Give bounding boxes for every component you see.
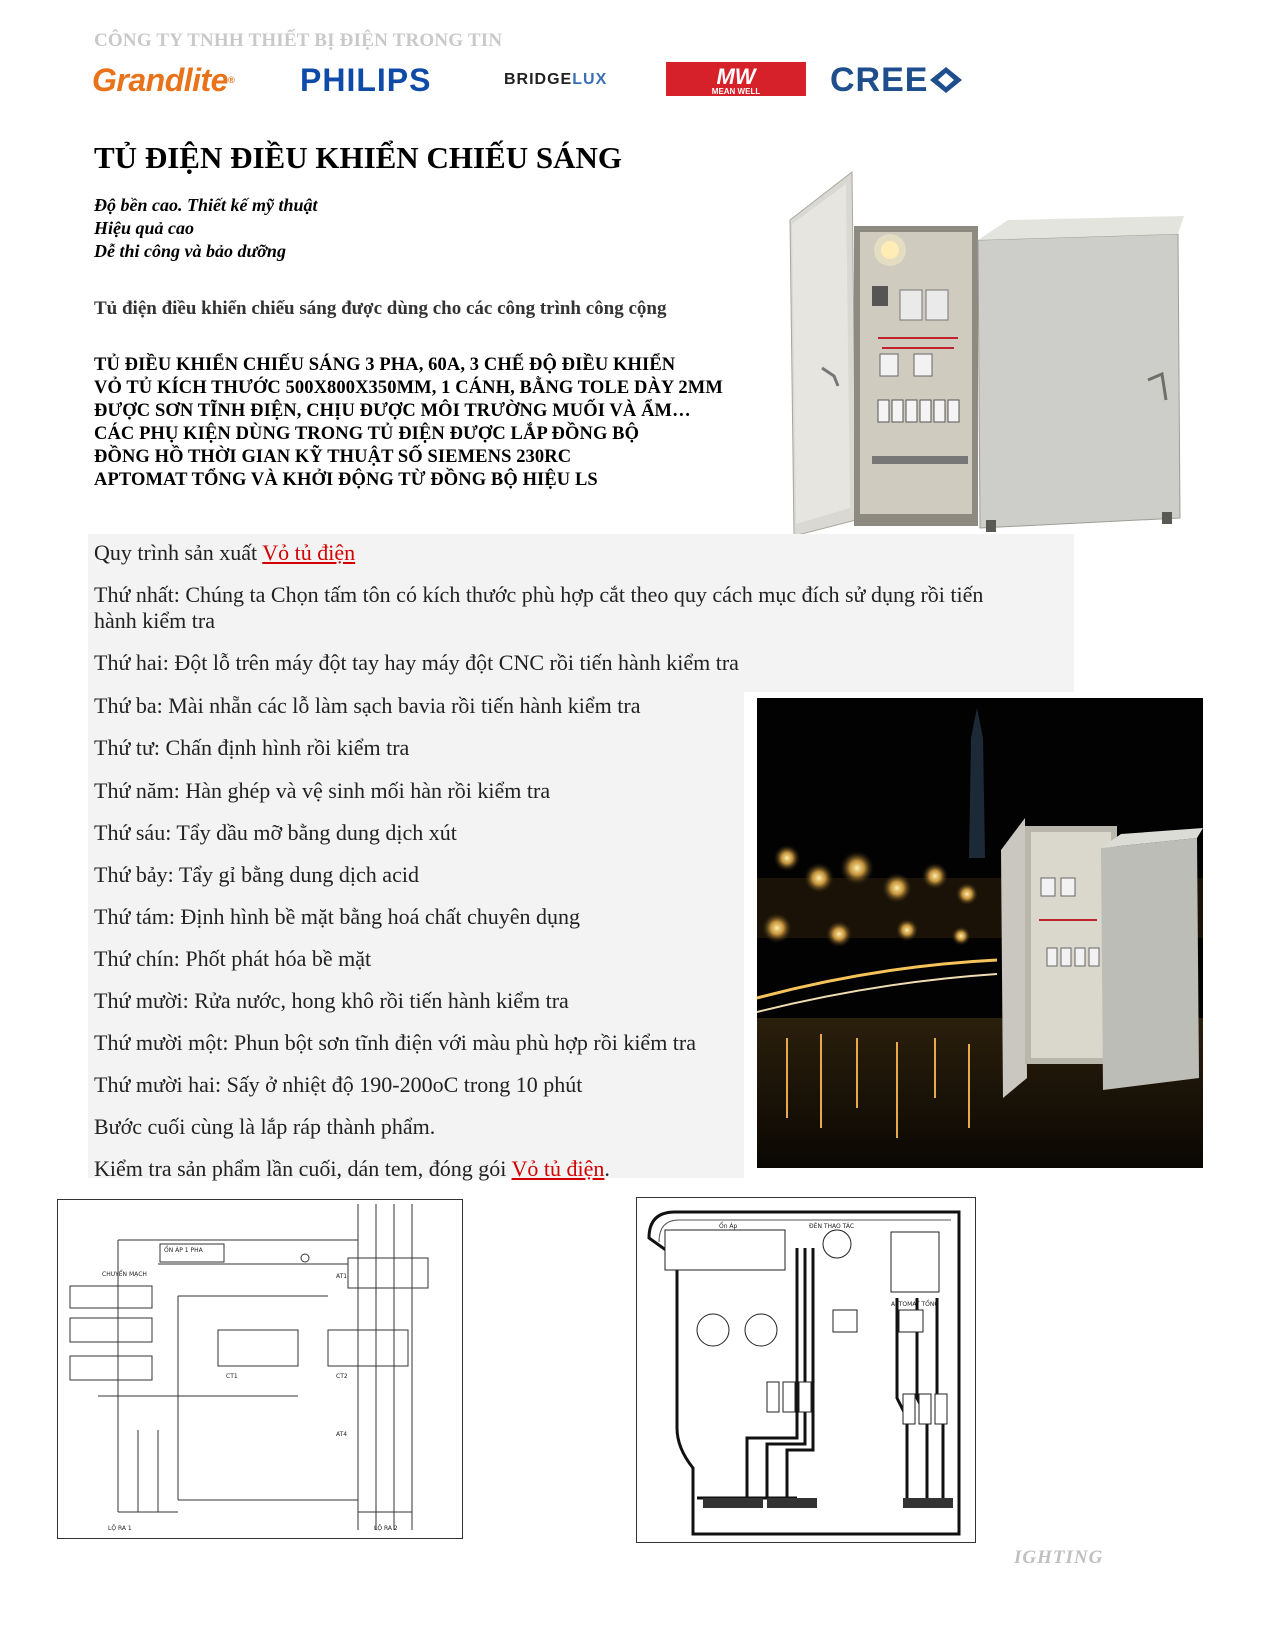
process-step-3: Thứ ba: Mài nhẵn các lỗ làm sạch bavia rồi tiến hành kiểm tra — [94, 693, 641, 718]
diagram-label-lo-ra-2: LỘ RA 2 — [374, 1525, 398, 1532]
process-final-line: Kiểm tra sản phẩm lần cuối, dán tem, đóng gói Vỏ tủ điện. — [94, 1156, 610, 1181]
svg-text:MW: MW — [716, 64, 756, 89]
vo-tu-dien-link-2[interactable]: Vỏ tủ điện — [511, 1156, 605, 1181]
process-step-12: Thứ mười hai: Sấy ở nhiệt độ 190-200oC trong 10 phút — [94, 1072, 583, 1097]
philips-logo: PHILIPS — [300, 61, 432, 98]
svg-text:MEAN WELL: MEAN WELL — [711, 87, 761, 96]
process-step-1-cont: hành kiểm tra — [94, 608, 215, 633]
process-step-5: Thứ năm: Hàn ghép và vệ sinh mối hàn rồi kiểm tra — [94, 778, 551, 803]
company-name: CÔNG TY TNHH THIẾT BỊ ĐIỆN TRONG TIN — [94, 30, 503, 51]
process-heading: Quy trình sản xuất Vỏ tủ điện — [94, 540, 356, 565]
spec-line-3: ĐƯỢC SƠN TĨNH ĐIỆN, CHỊU ĐƯỢC MÔI TRƯỜNG MUỐI VÀ ẨM… — [94, 401, 691, 421]
panel-label-on-ap: Ổn Áp — [719, 1223, 738, 1230]
panel-layout-drawing — [636, 1197, 976, 1543]
diagram-label-ct2: CT2 — [336, 1373, 348, 1380]
night-street-cabinet-photo — [757, 698, 1203, 1168]
diagram-label-ct1: CT1 — [226, 1373, 238, 1380]
spec-line-5: ĐỒNG HỒ THỜI GIAN KỸ THUẬT SỐ SIEMENS 230RC — [94, 447, 572, 467]
cree-logo: CREE — [830, 62, 1000, 98]
diagram-label-lo-ra-1: LỘ RA 1 — [108, 1525, 132, 1532]
spec-line-4: CÁC PHỤ KIỆN DÙNG TRONG TỦ ĐIỆN ĐƯỢC LẮP ĐỒNG BỘ — [94, 424, 640, 444]
process-step-10: Thứ mười: Rửa nước, hong khô rồi tiến hành kiểm tra — [94, 988, 569, 1013]
vo-tu-dien-link[interactable]: Vỏ tủ điện — [262, 540, 356, 565]
spec-line-1: TỦ ĐIỀU KHIỂN CHIẾU SÁNG 3 PHA, 60A, 3 CHẾ ĐỘ ĐIỀU KHIỂN — [94, 355, 676, 375]
grandlite-logo: Grandlite ® — [92, 61, 235, 98]
process-step-4: Thứ tư: Chấn định hình rồi kiểm tra — [94, 735, 410, 760]
bridgelux-logo: BRIDGE LUX — [504, 71, 608, 88]
diagram-label-chuyen-mach: CHUYỂN MẠCH — [102, 1271, 147, 1278]
feature-1: Độ bền cao. Thiết kế mỹ thuật — [94, 195, 318, 215]
cabinet-product-photo — [782, 168, 1194, 538]
diagram-label-at4: AT4 — [336, 1431, 348, 1438]
spec-line-2: VỎ TỦ KÍCH THƯỚC 500X800X350MM, 1 CÁNH, BẰNG TOLE DÀY 2MM — [94, 378, 723, 398]
process-step-6: Thứ sáu: Tẩy dầu mỡ bằng dung dịch xút — [94, 820, 457, 845]
panel-label-den-thao-tac: ĐÈN THAO TÁC — [809, 1223, 855, 1230]
footer-watermark: IGHTING — [1014, 1547, 1104, 1568]
process-step-final: Bước cuối cùng là lắp ráp thành phẩm. — [94, 1114, 436, 1139]
meanwell-logo — [662, 62, 812, 96]
process-step-1: Thứ nhất: Chúng ta Chọn tấm tôn có kích thước phù hợp cắt theo quy cách mục đích sử dụng rồi tiến — [94, 582, 984, 607]
wiring-diagram-schematic — [57, 1199, 463, 1539]
spec-line-6: APTOMAT TỔNG VÀ KHỞI ĐỘNG TỪ ĐỒNG BỘ HIỆU LS — [94, 470, 598, 490]
process-step-9: Thứ chín: Phốt phát hóa bề mặt — [94, 946, 372, 971]
cree-diamond-icon — [928, 65, 964, 95]
process-step-2: Thứ hai: Đột lỗ trên máy đột tay hay máy đột CNC rồi tiến hành kiểm tra — [94, 650, 739, 675]
diagram-label-on-ap: ỔN ÁP 1 PHA — [164, 1247, 203, 1254]
process-step-8: Thứ tám: Định hình bề mặt bằng hoá chất chuyên dụng — [94, 904, 581, 929]
feature-2: Hiệu quả cao — [94, 218, 195, 238]
panel-label-aptomat-tong: APTOMAT TỔNG — [891, 1301, 940, 1308]
feature-3: Dễ thi công và bảo dưỡng — [94, 241, 286, 261]
product-description: Tủ điện điều khiển chiếu sáng được dùng cho các công trình công cộng — [94, 298, 667, 319]
process-background-bottom — [88, 692, 744, 1178]
process-step-11: Thứ mười một: Phun bột sơn tĩnh điện với màu phù hợp rồi kiểm tra — [94, 1030, 697, 1055]
diagram-label-at1: AT1 — [336, 1273, 348, 1280]
process-step-7: Thứ bảy: Tẩy gỉ bằng dung dịch acid — [94, 862, 419, 887]
page-title: TỦ ĐIỆN ĐIỀU KHIỂN CHIẾU SÁNG — [94, 140, 622, 175]
brand-logos — [92, 62, 1012, 98]
